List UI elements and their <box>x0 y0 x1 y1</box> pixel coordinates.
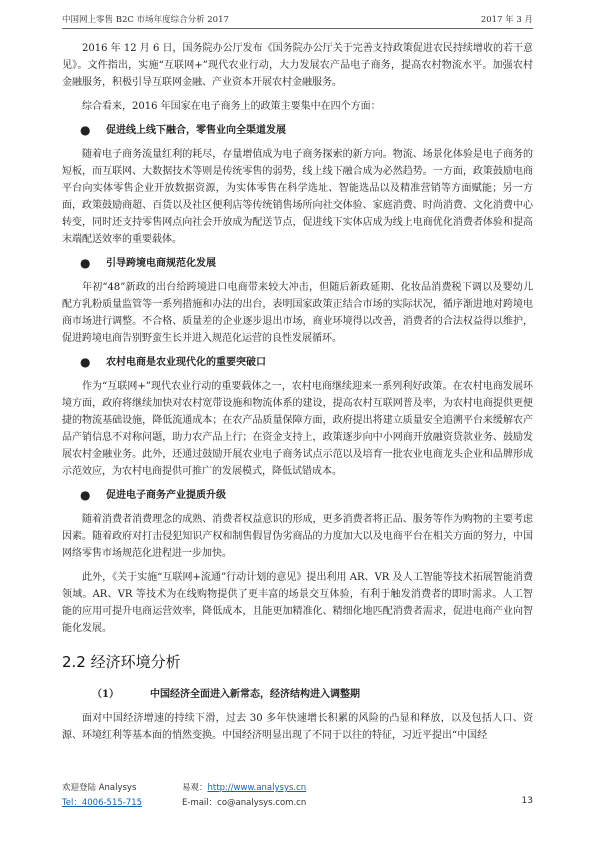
header-date: 2017 年 3 月 <box>480 15 533 25</box>
bullet-icon: ● <box>80 488 91 502</box>
page-body <box>62 40 533 751</box>
phone-link[interactable]: Tel：4006-515-715 <box>62 798 143 808</box>
bullet-heading-text: 农村电商是农业现代化的重要突破口 <box>106 357 266 368</box>
paragraph: 综合看来，2016 年国家在电子商务上的政策主要集中在四个方面： <box>82 101 381 112</box>
footer-site-label: 易观： <box>182 783 208 793</box>
numbered-heading-text: 中国经济全面进入新常态，经济结构进入调整期 <box>150 689 360 700</box>
bullet-heading <box>62 354 533 371</box>
bullet-heading <box>62 487 533 504</box>
bullet-icon: ● <box>80 256 91 270</box>
paragraph: 作为“互联网+”现代农业行动的重要载体之一，农村电商继续迎来一系列利好政策。在农村电商发展环境方面，政府将继续加快对农村宽带设施和物流体系的建设，提高农村互联网普及率，为农村电商提供更便捷的物流基础设施，降低流通成本；在农产品质量保障方面，政府提出将建立质量安全追溯平台来缓解农产品产销信息不对称问题，助力农产品上行；在资金支持上，政策逐步向中小网商开放融资贷款业务、鼓励发展农村金融业务。此外，还通过鼓励开展农业电子商务试点示范以及培育一批农业电商龙头企业和品牌形成示范效应，为农村电商提供可推广的发展模式，降低试错成本。 <box>62 381 533 477</box>
bullet-heading-text: 促进线上线下融合，零售业向全渠道发展 <box>106 125 286 136</box>
website-link[interactable]: http://www.analysys.cn <box>207 783 307 793</box>
bullet-heading-text: 引导跨境电商规范化发展 <box>106 258 216 269</box>
paragraph: 2016 年 12 月 6 日，国务院办公厅发布《国务院办公厅关于完善支持政策促进农民持续增收的若干意见》。文件指出，实施“互联网+”现代农业行动，大力发展农产品电子商务，提高农村物流水平。加强农村金融服务，积极引导互联网金融、产业资本开展农村金融服务。 <box>62 43 533 88</box>
paragraph: 随着消费者消费理念的成熟、消费者权益意识的形成，更多消费者将正品、服务等作为购物的主要考虑因素。随着政府对打击侵犯知识产权和制售假冒伪劣商品的力度加大以及电商平台在相关方面的努力，中国网络零售市场规范化进程进一步加快。 <box>62 514 533 559</box>
bullet-icon: ● <box>80 123 91 137</box>
paragraph: 年初“48”新政的出台给跨境进口电商带来较大冲击，但随后新政延期、化妆品消费税下调以及婴幼儿配方乳粉质量监管等一系列措施和办法的出台，表明国家政策正结合市场的实际状况，循序渐进地对跨境电商市场进行调整。不合格、质量差的企业逐步退出市场，商业环境得以改善，消费者的合法权益得以维护，促进跨境电商告别野蛮生长并进入规范化运营的良性发展循环。 <box>62 282 533 344</box>
page-header <box>62 12 533 29</box>
page-footer <box>62 781 533 821</box>
footer-email: E-mail：co@analysys.com.cn <box>182 798 307 808</box>
paragraph: 此外，《关于实施“互联网+流通”行动计划的意见》提出利用 AR、VR 及人工智能等技术拓展智能消费领域。AR、VR 等技术为在线购物提供了更丰富的场景交互体验，有利于触发消费者的即时需求。人工智能的应用可提升电商运营效率，降低成本，且能更加精准化、精细化地匹配消费者需求，促进电商产业向智能化发展。 <box>62 572 533 634</box>
footer-welcome: 欢迎登陆 Analysys <box>62 783 137 793</box>
header-title: 中国网上零售 B2C 市场年度综合分析 2017 <box>62 15 229 25</box>
footer-site <box>182 781 306 793</box>
numbered-heading <box>62 686 533 703</box>
bullet-heading <box>62 122 533 139</box>
heading-number: （1） <box>92 689 119 700</box>
paragraph: 随着电子商务流量红利的耗尽，存量增值成为电子商务探索的新方向。物流、场景化体验是电子商务的短板，而互联网、大数据技术等则是传统零售的弱势，线上线下融合成为必然趋势。一方面，政策鼓励电商平台向实体零售企业开放数据资源，为实体零售在科学选址、智能选品以及精准营销等方面赋能；另一方面，政策鼓励商超、百货以及社区便利店等传统销售场所向社交体验、家庭消费、时尚消费、文化消费中心转变，同时还支持零售网点向社会开放成为配送节点，促进线下实体店成为线上电商优化消费者体验和提高末端配送效率的重要载体。 <box>62 149 533 245</box>
bullet-heading-text: 促进电子商务产业提质升级 <box>106 490 226 501</box>
paragraph: 面对中国经济增速的持续下滑，过去 30 多年快速增长积累的风险的凸显和释放，以及包括人口、资源、环境红利等基本面的悄然变换。中国经济明显出现了不同于以往的特征，习近平提出“中国经 <box>62 713 533 741</box>
section-heading: 2.2 经济环境分析 <box>62 653 181 671</box>
bullet-icon: ● <box>80 355 91 369</box>
page-number: 13 <box>521 796 533 806</box>
bullet-heading <box>62 255 533 272</box>
